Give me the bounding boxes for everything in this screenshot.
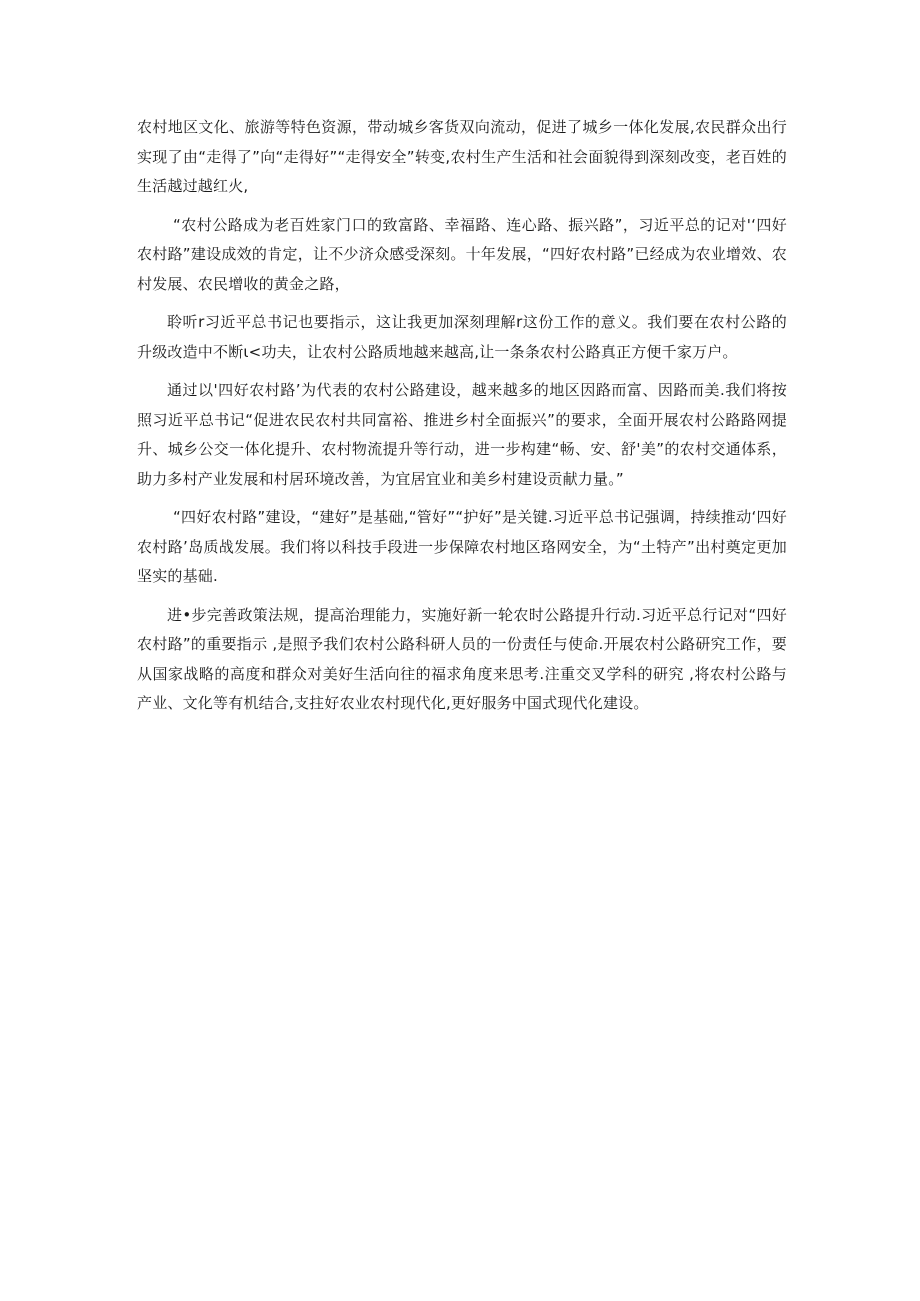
paragraph-3: 聆听r习近平总书记也要指示，这让我更加深刻理解r这份工作的意义。我们要在农村公路的升级改造中不断ι<功夫，让农村公路质地越来越高,让一条条农村公路真正方便千家万户。 (137, 313, 787, 361)
paragraph-1: 农村地区文化、旅游等特色资源，带动城乡客货双向流动，促进了城乡一体化发展,农民群众出行实现了由“走得了”向“走得好”“走得安全”转变,农村生产生活和社会面貌得到深刻改变，老百姓的生活越过越红火, (137, 118, 787, 195)
paragraph-2: “农村公路成为老百姓家门口的致富路、幸福路、连心路、振兴路”，习近平总的记对'‘四好农村路”建设成效的肯定，让不少济众感受深刻。十年发展，“四好农村路”已经成为农业增效、农村发展、农民增收的黄金之路， (137, 215, 787, 293)
paragraph-6: 进•步完善政策法规，提高治理能力，实施好新一轮农时公路提升行动.习近平总行记对“四好农村路”的重要指示 ,是照予我们农村公路科研人员的一份责任与使命.开展农村公路研究工作，要从国家战略的高度和群众对美好生活向往的福求角度来思考.注重交叉学科的研究 ,将农村公路与产业、文化等有机结合,支拄好农业农村现代化,更好服务中国式现代化建设。 (137, 605, 787, 712)
paragraph-4: 通过以'四好农村路’为代表的农村公路建设，越来越多的地区因路而富、因路而美.我们将按照习近平总书记“促进农民农村共同富裕、推进乡村全面振兴”的要求，全面开展农村公路路网提升、城乡公交一体化提升、农村物流提升等行动，进一步构建“畅、安、舒'美”的农村交通体系，助力多村产业发展和村居环境改善，为宜居宜业和美乡村建设贡献力量。” (137, 381, 787, 488)
document-body (137, 113, 787, 728)
paragraph-5: “四好农村路”建设，“建好”是基础,“管好”“护好”是关键.习近平总书记强调，持续推动‘四好农村路’岛质战发展。我们将以科技手段进一步保障农村地区珞网安全，为“土特产”出村奠定更加坚实的基础. (137, 508, 787, 585)
